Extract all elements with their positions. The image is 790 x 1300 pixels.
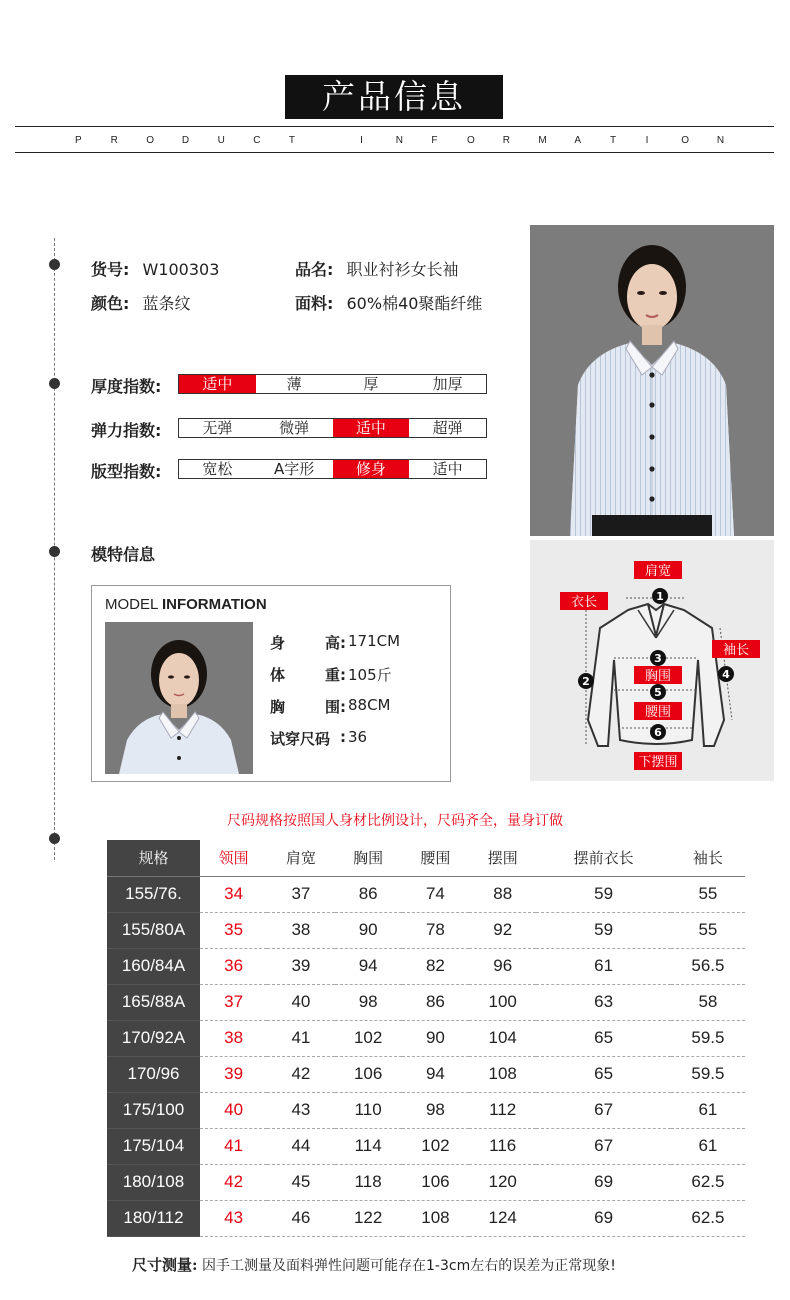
model-size-key: 试穿尺码 :: [270, 728, 346, 748]
model-figure-illustration: [530, 225, 774, 536]
subtitle-letter: U: [217, 135, 225, 146]
size-header-cell: 胸围: [335, 840, 402, 876]
size-value-cell: 94: [335, 948, 402, 984]
model-weight-key: 体 重:: [270, 666, 346, 684]
size-value-cell: 35: [200, 912, 267, 948]
fit-option: A字形: [273, 460, 315, 478]
size-spec-cell: 180/112: [107, 1200, 200, 1236]
size-value-cell: 40: [200, 1092, 267, 1128]
size-value-cell: 59.5: [671, 1020, 745, 1056]
model-photo: [105, 622, 253, 774]
size-value-cell: 62.5: [671, 1164, 745, 1200]
size-value-cell: 120: [469, 1164, 536, 1200]
size-table-row: [107, 1164, 745, 1200]
size-value-cell: 98: [335, 984, 402, 1020]
size-value-cell: 96: [469, 948, 536, 984]
model-height-row: [270, 632, 400, 653]
fit-option: 适中: [432, 460, 463, 478]
product-photo: [530, 225, 774, 536]
label-length: 衣长: [570, 595, 598, 610]
size-value-cell: 41: [267, 1020, 334, 1056]
size-header-cell: 规格: [107, 840, 200, 876]
model-size-row: [270, 728, 367, 749]
elasticity-scale: [178, 418, 487, 438]
model-height-key: 身 高:: [270, 634, 346, 652]
elasticity-option: 微弹: [279, 419, 310, 437]
size-value-cell: 40: [267, 984, 334, 1020]
model-info-card: [91, 585, 451, 782]
size-table-row: [107, 1092, 745, 1128]
size-header-cell: 领围: [200, 840, 267, 876]
subtitle-letter: O: [681, 135, 690, 146]
timeline-dot: [49, 259, 60, 270]
product-name-label: 品名:: [295, 260, 334, 279]
size-value-cell: 59: [536, 912, 670, 948]
size-value-cell: 39: [200, 1056, 267, 1092]
size-value-cell: 82: [402, 948, 469, 984]
size-value-cell: 59: [536, 876, 670, 912]
size-value-cell: 114: [335, 1128, 402, 1164]
size-spec-cell: 170/96: [107, 1056, 200, 1092]
size-header-cell: 摆围: [469, 840, 536, 876]
size-value-cell: 108: [469, 1056, 536, 1092]
size-value-cell: 38: [267, 912, 334, 948]
size-value-cell: 98: [402, 1092, 469, 1128]
fabric-label: 面料:: [295, 294, 334, 313]
size-value-cell: 118: [335, 1164, 402, 1200]
size-value-cell: 106: [335, 1056, 402, 1092]
page-title: 产品信息: [285, 75, 503, 119]
label-hem: 下摆围: [638, 755, 678, 770]
label-chest: 胸围: [644, 669, 672, 684]
size-value-cell: 61: [671, 1128, 745, 1164]
item-no-row: [91, 257, 219, 280]
model-card-title: [105, 596, 267, 613]
timeline-dot: [49, 378, 60, 389]
size-value-cell: 104: [469, 1020, 536, 1056]
size-table-row: [107, 1020, 745, 1056]
svg-text:1: 1: [656, 590, 664, 603]
size-value-cell: 39: [267, 948, 334, 984]
subtitle-letter: I: [645, 135, 649, 146]
size-value-cell: 92: [469, 912, 536, 948]
size-spec-cell: 155/76.: [107, 876, 200, 912]
size-value-cell: 94: [402, 1056, 469, 1092]
product-name-row: [295, 257, 459, 280]
size-table-row: [107, 1128, 745, 1164]
product-name-value: 职业衬衫女长袖: [346, 260, 459, 279]
model-portrait-illustration: [105, 622, 253, 774]
size-value-cell: 62.5: [671, 1200, 745, 1236]
color-value: 蓝条纹: [142, 294, 191, 313]
size-value-cell: 61: [536, 948, 670, 984]
subtitle-letter: O: [467, 135, 475, 146]
size-value-cell: 36: [200, 948, 267, 984]
model-card-title-light: MODEL: [105, 596, 162, 613]
size-spec-cell: 175/100: [107, 1092, 200, 1128]
size-header-cell: 肩宽: [267, 840, 334, 876]
elasticity-option: 适中: [333, 419, 410, 437]
model-height-value: 171CM: [348, 632, 401, 650]
label-shoulder: 肩宽: [644, 564, 672, 579]
thickness-option: 加厚: [432, 375, 463, 393]
size-value-cell: 65: [536, 1020, 670, 1056]
size-table-body: [107, 876, 745, 1236]
size-value-cell: 46: [267, 1200, 334, 1236]
size-value-cell: 55: [671, 912, 745, 948]
size-value-cell: 44: [267, 1128, 334, 1164]
size-table-row: [107, 948, 745, 984]
size-value-cell: 58: [671, 984, 745, 1020]
size-header-cell: 摆前衣长: [536, 840, 670, 876]
size-value-cell: 122: [335, 1200, 402, 1236]
subtitle-letter: R: [110, 135, 118, 146]
timeline-dot: [49, 546, 60, 557]
header-bottom-rule: [15, 152, 774, 153]
subtitle-letter: F: [431, 135, 438, 146]
size-note: 尺码规格按照国人身材比例设计，尺码齐全，量身订做: [227, 813, 563, 829]
fit-option: 修身: [333, 460, 410, 478]
model-bust-value: 88CM: [348, 696, 391, 714]
thickness-option: 适中: [179, 375, 256, 393]
fit-option: 宽松: [202, 460, 233, 478]
size-header-cell: 袖长: [671, 840, 745, 876]
size-spec-cell: 175/104: [107, 1128, 200, 1164]
size-value-cell: 42: [200, 1164, 267, 1200]
size-value-cell: 100: [469, 984, 536, 1020]
subtitle-letter: T: [288, 135, 295, 146]
size-table-row: [107, 984, 745, 1020]
subtitle-letter: D: [181, 135, 190, 146]
model-weight-value: 105斤: [348, 666, 392, 684]
elasticity-option: 超弹: [432, 419, 463, 437]
size-value-cell: 88: [469, 876, 536, 912]
svg-text:4: 4: [722, 668, 730, 681]
size-value-cell: 43: [267, 1092, 334, 1128]
size-value-cell: 78: [402, 912, 469, 948]
header-top-rule: [15, 126, 774, 127]
size-value-cell: 61: [671, 1092, 745, 1128]
model-size-value: 36: [348, 728, 368, 746]
svg-text:3: 3: [654, 652, 662, 665]
header-subtitle: [75, 135, 725, 146]
size-value-cell: 42: [267, 1056, 334, 1092]
size-value-cell: 108: [402, 1200, 469, 1236]
subtitle-letter: P: [75, 135, 82, 146]
item-no-value: W100303: [142, 260, 220, 279]
subtitle-letter: R: [502, 135, 510, 146]
fabric-row: [295, 291, 482, 314]
elasticity-option: 无弹: [202, 419, 233, 437]
size-spec-cell: 165/88A: [107, 984, 200, 1020]
size-table: [107, 840, 745, 1237]
measurement-diagram: [530, 540, 774, 781]
fit-scale: [178, 459, 487, 479]
size-value-cell: 69: [536, 1200, 670, 1236]
size-value-cell: 74: [402, 876, 469, 912]
subtitle-letter: N: [395, 135, 403, 146]
size-spec-cell: 155/80A: [107, 912, 200, 948]
thickness-option: 厚: [363, 375, 379, 393]
elasticity-label: 弹力指数:: [91, 421, 162, 440]
svg-text:5: 5: [654, 686, 662, 699]
model-card-title-bold: INFORMATION: [161, 596, 267, 613]
footnote-label: 尺寸测量:: [132, 1256, 198, 1274]
subtitle-letter: N: [716, 135, 725, 146]
svg-text:2: 2: [582, 675, 590, 688]
size-value-cell: 37: [267, 876, 334, 912]
thickness-option: 薄: [286, 375, 302, 393]
svg-text:6: 6: [654, 726, 662, 739]
size-value-cell: 55: [671, 876, 745, 912]
timeline-dot: [49, 833, 60, 844]
size-value-cell: 106: [402, 1164, 469, 1200]
size-value-cell: 86: [402, 984, 469, 1020]
size-value-cell: 116: [469, 1128, 536, 1164]
size-value-cell: 102: [335, 1020, 402, 1056]
subtitle-letter: C: [253, 135, 261, 146]
size-table-row: [107, 876, 745, 912]
thickness-scale: [178, 374, 487, 394]
size-table-header: [107, 840, 745, 876]
size-value-cell: 45: [267, 1164, 334, 1200]
size-value-cell: 90: [402, 1020, 469, 1056]
subtitle-letter: [324, 135, 332, 146]
measurement-footnote: [132, 1254, 616, 1275]
size-value-cell: 56.5: [671, 948, 745, 984]
item-no-label: 货号:: [91, 260, 130, 279]
size-value-cell: 67: [536, 1092, 670, 1128]
size-table-row: [107, 912, 745, 948]
model-bust-row: [270, 696, 391, 717]
size-value-cell: 65: [536, 1056, 670, 1092]
subtitle-letter: M: [538, 135, 547, 146]
size-value-cell: 67: [536, 1128, 670, 1164]
subtitle-letter: A: [574, 135, 581, 146]
size-spec-cell: 160/84A: [107, 948, 200, 984]
size-value-cell: 63: [536, 984, 670, 1020]
shirt-outline-illustration: [530, 540, 774, 781]
color-row: [91, 291, 191, 314]
size-value-cell: 124: [469, 1200, 536, 1236]
model-weight-row: [270, 664, 392, 685]
size-value-cell: 86: [335, 876, 402, 912]
size-value-cell: 102: [402, 1128, 469, 1164]
fabric-value: 60%棉40聚酯纤维: [346, 294, 483, 313]
subtitle-letter: O: [146, 135, 155, 146]
subtitle-letter: T: [609, 135, 617, 146]
size-value-cell: 37: [200, 984, 267, 1020]
size-spec-cell: 170/92A: [107, 1020, 200, 1056]
size-value-cell: 41: [200, 1128, 267, 1164]
subtitle-letter: I: [360, 135, 363, 146]
size-table-row: [107, 1200, 745, 1236]
label-sleeve: 袖长: [722, 643, 750, 658]
thickness-label: 厚度指数:: [91, 377, 162, 396]
color-label: 颜色:: [91, 294, 130, 313]
footnote-text: 因手工测量及面料弹性问题可能存在1-3cm左右的误差为正常现象!: [202, 1258, 616, 1274]
model-section-title: 模特信息: [91, 545, 156, 564]
size-value-cell: 38: [200, 1020, 267, 1056]
size-value-cell: 59.5: [671, 1056, 745, 1092]
label-waist: 腰围: [644, 705, 672, 720]
size-value-cell: 43: [200, 1200, 267, 1236]
size-spec-cell: 180/108: [107, 1164, 200, 1200]
size-value-cell: 90: [335, 912, 402, 948]
size-value-cell: 34: [200, 876, 267, 912]
model-bust-key: 胸 围:: [270, 698, 346, 716]
size-value-cell: 69: [536, 1164, 670, 1200]
size-table-row: [107, 1056, 745, 1092]
size-value-cell: 110: [335, 1092, 402, 1128]
size-value-cell: 112: [469, 1092, 536, 1128]
size-header-cell: 腰围: [402, 840, 469, 876]
fit-label: 版型指数:: [91, 462, 162, 481]
